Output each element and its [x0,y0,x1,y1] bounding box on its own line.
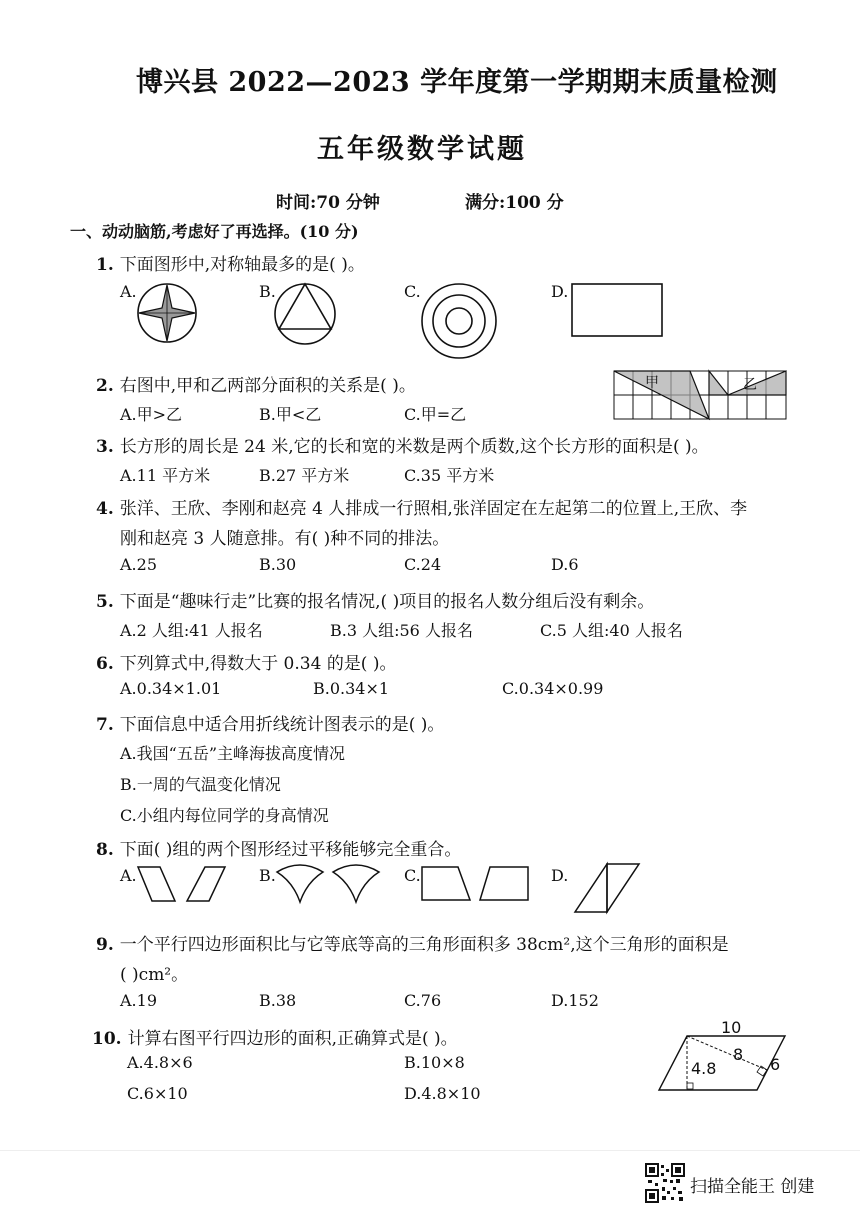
q6-option-a: A.0.34×1.01 [120,679,222,698]
q10-option-b: B.10×8 [404,1053,465,1072]
question-text: 计算右图平行四边形的面积,正确算式是( )。 [127,1029,458,1049]
question-text: 下列算式中,得数大于 0.34 的是( )。 [119,654,397,674]
section-title: 一、动动脑筋,考虑好了再选择。(10 分) [70,222,359,241]
q9-option-a: A.19 [120,991,157,1010]
question-number: 6. [96,654,114,674]
q8-option-b: B. [259,866,276,885]
q7-option-c: C.小组内每位同学的身高情况 [120,806,329,825]
question-text: 下面( )组的两个图形经过平移能够完全重合。 [119,840,462,860]
page-title: 博兴县 2022—2023 学年度第一学期期末质量检测 [136,67,778,98]
q10-label-top: 10 [721,1018,742,1037]
q2-option-c: C.甲=乙 [404,405,467,424]
q5-option-b: B.3 人组:56 人报名 [330,621,473,640]
q6-option-b: B.0.34×1 [313,679,390,698]
question-6 [96,649,396,674]
question-text: 下面图形中,对称轴最多的是( )。 [119,255,365,275]
page-divider [0,1150,860,1151]
question-number: 3. [96,437,114,457]
question-number: 5. [96,592,114,612]
question-number: 9. [96,935,114,955]
page-subtitle: 五年级数学试题 [317,134,527,165]
q2-option-b: B.甲<乙 [259,405,322,424]
q10-option-a: A.4.8×6 [127,1053,193,1072]
question-text: 一个平行四边形面积比与它等底等高的三角形面积多 38cm²,这个三角形的面积是 [119,935,729,955]
q1-figure-b [274,283,336,345]
question-number: 10. [92,1029,122,1049]
q9-option-b: B.38 [259,991,297,1010]
q1-figure-c [421,283,497,359]
q7-option-a: A.我国“五岳”主峰海拔高度情况 [120,744,346,763]
exam-time: 时间:70 分钟 [276,193,380,213]
question-number: 2. [96,376,114,396]
q8-figure-a [137,866,227,902]
question-8 [96,835,461,860]
q4-option-b: B.30 [259,555,297,574]
q2-label-yi: 乙 [743,377,757,393]
q1-option-c: C. [404,282,421,301]
question-number: 8. [96,840,114,860]
question-text: 张洋、王欣、李刚和赵亮 4 人排成一行照相,张洋固定在左起第二的位置上,王欣、李 [119,499,748,519]
q10-label-height: 4.8 [691,1059,717,1078]
q10-option-c: C.6×10 [127,1084,188,1103]
q8-option-d: D. [551,866,569,885]
question-text: 下面信息中适合用折线统计图表示的是( )。 [119,715,445,735]
question-text: 长方形的周长是 24 米,它的长和宽的米数是两个质数,这个长方形的面积是( )。 [119,437,709,457]
q2-label-jia: 甲 [645,375,659,391]
question-4-line-2: 刚和赵亮 3 人随意排。有( )种不同的排法。 [120,529,450,549]
q1-figure-d [571,283,663,337]
q2-option-a: A.甲>乙 [120,405,183,424]
q8-figure-d [573,862,641,914]
question-10 [92,1024,458,1049]
question-text: 下面是“趣味行走”比赛的报名情况,( )项目的报名人数分组后没有剩余。 [119,592,655,612]
q3-option-b: B.27 平方米 [259,466,350,485]
q10-option-d: D.4.8×10 [404,1084,481,1103]
q8-figure-b [275,864,385,904]
q5-option-a: A.2 人组:41 人报名 [120,621,263,640]
question-9 [96,930,729,955]
q9-option-d: D.152 [551,991,599,1010]
q8-figure-c [420,866,532,902]
q3-option-a: A.11 平方米 [120,466,211,485]
q4-option-c: C.24 [404,555,442,574]
q3-option-c: C.35 平方米 [404,466,495,485]
q1-option-d: D. [551,282,569,301]
q5-option-c: C.5 人组:40 人报名 [540,621,683,640]
q8-option-a: A. [120,866,137,885]
question-3 [96,432,709,457]
q10-label-side: 6 [770,1055,781,1074]
q2-grid-figure [613,370,787,420]
qr-code-icon [645,1163,685,1203]
question-4 [96,494,747,519]
question-1 [96,250,365,275]
q9-option-c: C.76 [404,991,442,1010]
q1-option-b: B. [259,282,276,301]
question-7 [96,710,444,735]
q7-option-b: B.一周的气温变化情况 [120,775,281,794]
q4-option-a: A.25 [120,555,157,574]
q1-option-a: A. [120,282,137,301]
question-5 [96,587,654,612]
q1-figure-a [137,283,197,343]
q4-option-d: D.6 [551,555,579,574]
exam-score: 满分:100 分 [465,193,564,213]
q8-option-c: C. [404,866,421,885]
question-9-line-2: ( )cm²。 [120,965,189,985]
q10-label-diag: 8 [733,1045,744,1064]
watermark-text: 扫描全能王 创建 [690,1177,815,1197]
question-number: 4. [96,499,114,519]
question-2 [96,371,416,396]
question-text: 右图中,甲和乙两部分面积的关系是( )。 [119,376,416,396]
q6-option-c: C.0.34×0.99 [502,679,604,698]
question-number: 7. [96,715,114,735]
question-number: 1. [96,255,114,275]
